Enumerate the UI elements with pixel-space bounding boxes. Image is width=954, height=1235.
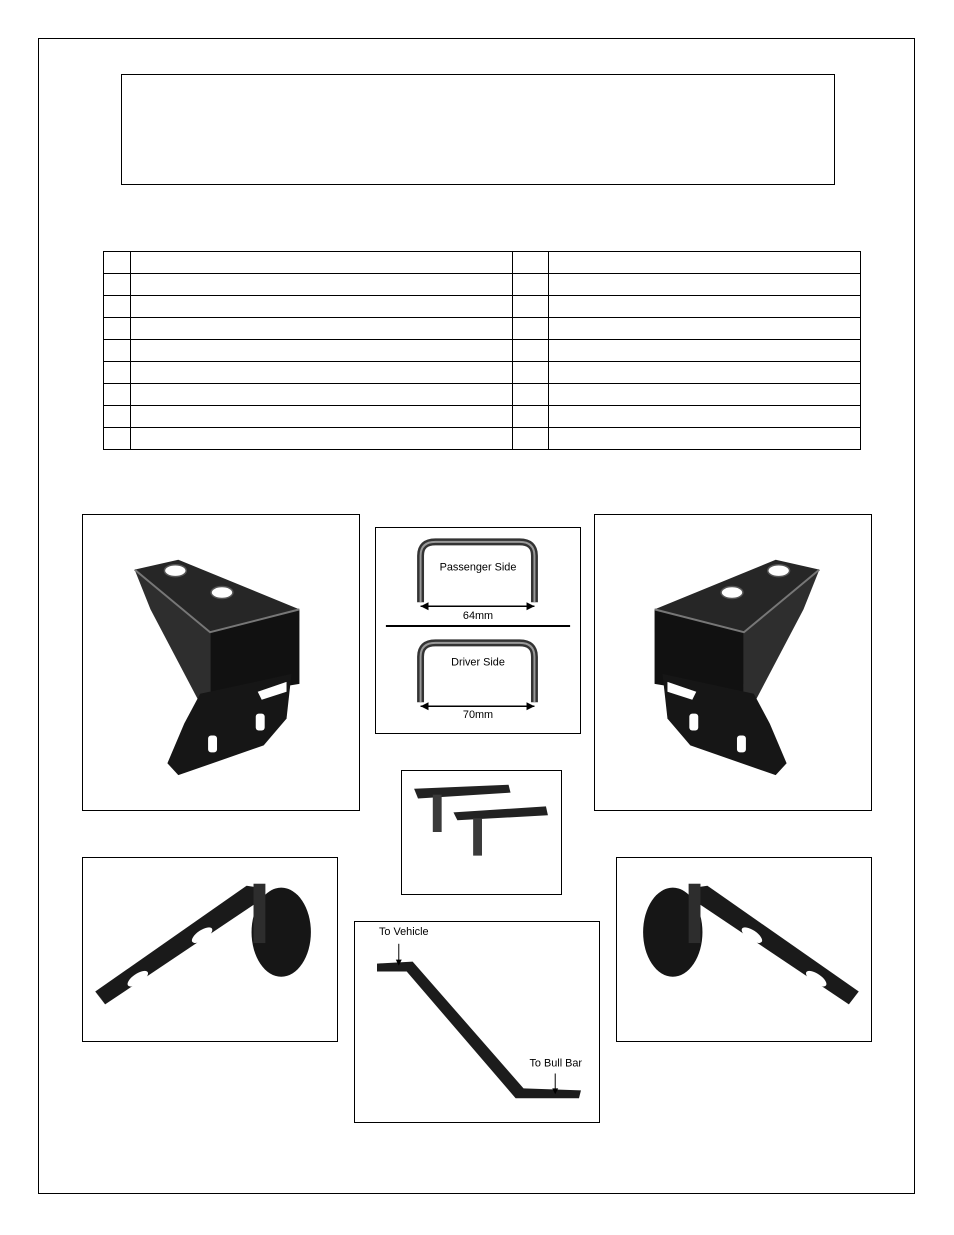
bracket-left-photo: [82, 514, 360, 811]
table-cell-qty2: [513, 406, 549, 428]
title-box: [121, 74, 835, 185]
ubolt-illustration: [376, 528, 580, 733]
table-cell-desc2: [549, 318, 861, 340]
table-cell-qty1: [104, 252, 131, 274]
tbolt-photo: [401, 770, 562, 895]
table-cell-desc2: [549, 406, 861, 428]
table-row: [104, 340, 861, 362]
table-cell-desc1: [131, 296, 513, 318]
driver-side-label: Driver Side: [451, 656, 505, 669]
to-vehicle-label: To Vehicle: [378, 925, 429, 938]
table-cell-qty1: [104, 340, 131, 362]
table-cell-qty2: [513, 428, 549, 450]
table-cell-qty1: [104, 296, 131, 318]
table-cell-desc2: [549, 362, 861, 384]
table-cell-desc2: [549, 252, 861, 274]
table-cell-desc2: [549, 296, 861, 318]
table-row: [104, 252, 861, 274]
table-cell-desc1: [131, 428, 513, 450]
to-bull-bar-label: To Bull Bar: [529, 1057, 583, 1070]
table-cell-desc1: [131, 318, 513, 340]
table-cell-qty2: [513, 296, 549, 318]
table-cell-qty2: [513, 340, 549, 362]
table-cell-qty1: [104, 274, 131, 296]
table-cell-qty2: [513, 252, 549, 274]
table-cell-qty2: [513, 274, 549, 296]
foot-bracket-left-illustration: [83, 858, 337, 1041]
table-cell-desc1: [131, 362, 513, 384]
table-cell-qty1: [104, 362, 131, 384]
table-row: [104, 362, 861, 384]
bracket-left-illustration: [83, 515, 359, 810]
foot-bracket-right-photo: [616, 857, 872, 1042]
table-cell-desc1: [131, 340, 513, 362]
table-cell-qty1: [104, 406, 131, 428]
table-cell-qty2: [513, 318, 549, 340]
table-row: [104, 274, 861, 296]
foot-bracket-left-photo: [82, 857, 338, 1042]
table-cell-desc1: [131, 406, 513, 428]
parts-table: [103, 251, 861, 450]
bracket-right-photo: [594, 514, 872, 811]
table-cell-qty2: [513, 362, 549, 384]
passenger-dimension: 64mm: [462, 610, 494, 623]
table-row: [104, 406, 861, 428]
table-cell-qty1: [104, 318, 131, 340]
table-row: [104, 318, 861, 340]
table-cell-desc2: [549, 340, 861, 362]
passenger-side-label: Passenger Side: [439, 561, 517, 574]
bracket-right-illustration: [595, 515, 871, 810]
table-row: [104, 296, 861, 318]
table-cell-desc1: [131, 274, 513, 296]
table-cell-desc1: [131, 384, 513, 406]
table-cell-desc2: [549, 384, 861, 406]
ubolt-photo: [375, 527, 581, 734]
table-cell-desc1: [131, 252, 513, 274]
driver-dimension: 70mm: [462, 709, 494, 722]
strap-illustration: [355, 922, 599, 1122]
tbolt-illustration: [402, 771, 561, 894]
table-cell-qty2: [513, 384, 549, 406]
foot-bracket-right-illustration: [617, 858, 871, 1041]
table-cell-desc2: [549, 428, 861, 450]
table-cell-qty1: [104, 428, 131, 450]
strap-photo: [354, 921, 600, 1123]
table-cell-qty1: [104, 384, 131, 406]
table-row: [104, 428, 861, 450]
table-row: [104, 384, 861, 406]
table-cell-desc2: [549, 274, 861, 296]
